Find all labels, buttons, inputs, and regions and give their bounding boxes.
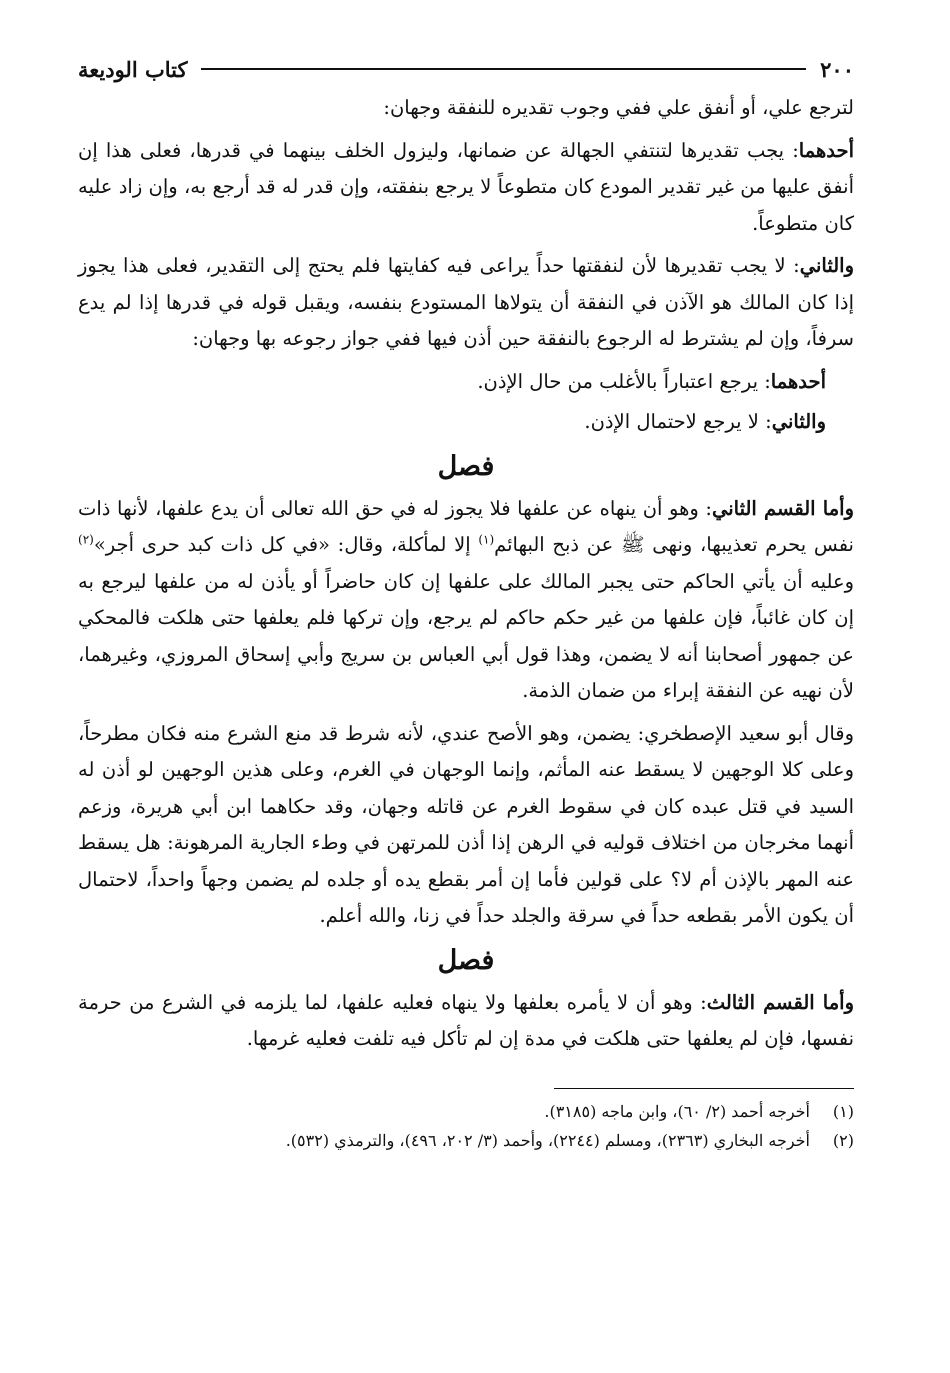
- paragraph-text: إلا لمأكلة، وقال: «في كل ذات كبد حرى أجر»: [93, 533, 479, 556]
- paragraph-first-view: [78, 133, 854, 243]
- page-number: ٢٠٠: [820, 56, 854, 82]
- header-rule: [201, 68, 806, 70]
- sub-point-text: : يرجع اعتباراً بالأغلب من حال الإذن.: [477, 369, 771, 393]
- footnotes: [78, 1097, 854, 1155]
- book-title: كتاب الوديعة: [78, 56, 188, 82]
- section-heading: فصل: [437, 944, 495, 976]
- main-text: [78, 90, 854, 1058]
- document-page: [78, 48, 854, 1348]
- paragraph-istakhri: [78, 716, 854, 935]
- paragraph-lead: أحدهما: [798, 138, 854, 162]
- sub-point-lead: أحدهما: [770, 369, 826, 393]
- paragraph-text: : يجب تقديرها لتنتفي الجهالة عن ضمانها، وليزول الخلف بينهما في قدرها، فعلى هذا إن أنفق عليها من غير تقدير المودع كان متطوعاً لا يرجع بنفقته، وإن قدر له قد أرجع به، وإن زاد عليه كان متطوعاً.: [78, 138, 854, 235]
- paragraph-lead: وأما القسم الثاني: [711, 496, 854, 520]
- footnote-separator: [554, 1088, 854, 1089]
- paragraph-text: وقال أبو سعيد الإصطخري: يضمن، وهو الأصح عندي، لأنه شرط قد منع الشرع منه فكان مطرحاً، وعلى كلا الوجهين لا يسقط عنه المأثم، وإنما الوجهان في الغرم، وعلى هذين الوجهين لو أذن له السيد في قتل عبده كان في سقوط الغرم عن قاتله وجهان، وقد حكاهما ابن أبي هريرة، وزعم أنهما مخرجان من اختلاف قوليه في الرهن إذا أذن للمرتهن في وطء الجارية المرهونة: هل يسقط عنه المهر بالإذن أم لا؟ على قولين فأما إن أمر بقطع يده أو جلده لم يضمن وجهاً واحداً، لاحتمال أن يكون الأمر بقطعه حداً في سرقة والجلد حداً في زنا، والله أعلم.: [78, 721, 854, 927]
- footnote-text: أخرجه أحمد (٢/ ٦٠)، وابن ماجه (٣١٨٥).: [544, 1101, 810, 1121]
- footnote-ref[interactable]: (٢): [78, 532, 94, 547]
- sub-point-first: [78, 364, 854, 401]
- paragraph-lead: وأما القسم الثالث: [706, 990, 854, 1014]
- footnote-number: (١): [832, 1101, 854, 1121]
- paragraph-second-view: [78, 248, 854, 358]
- paragraph-text: وعليه أن يأتي الحاكم حتى يجبر المالك على علفها إن كان حاضراً أو يأذن له من علفها ليرجع به إن كان غائباً، فإن علفها من غير حكم حاكم لم يرجع، وإن تركها فلم يعلفها حتى هلكت فالمحكي عن جمهور أصحابنا أنه لا يضمن، وهذا قول أبي العباس بن سريج وأبي إسحاق المروزي، وغيرهما، لأن نهيه عن النفقة إبراء من ضمان الذمة.: [78, 569, 854, 702]
- paragraph-lead: والثاني: [799, 254, 854, 277]
- paragraph-text: لترجع علي، أو أنفق علي ففي وجوب تقديره للنفقة وجهان:: [383, 96, 854, 119]
- footnote-item: [78, 1126, 854, 1155]
- footnote-item: [78, 1097, 854, 1126]
- footnote-number: (٢): [832, 1130, 854, 1150]
- sub-point-lead: والثاني: [771, 410, 826, 433]
- footnote-ref[interactable]: (١): [478, 532, 495, 547]
- sub-point-text: : لا يرجع لاحتمال الإذن.: [584, 410, 772, 433]
- section-heading: فصل: [437, 450, 495, 482]
- paragraph-text: : وهو أن ينهاه عن علفها فلا يجوز له في حق الله تعالى أن يدع علفها، لأنها ذات نفس يحرم تعذيبها، ونهى ﷺ عن ذبح البهائم: [78, 496, 854, 556]
- running-header: [78, 48, 854, 90]
- paragraph-second-division: [78, 491, 854, 710]
- sub-point-second: [78, 404, 854, 441]
- paragraph-intro: [78, 90, 854, 127]
- paragraph-text: : لا يجب تقديرها لأن لنفقتها حداً يراعى فيه كفايتها فلم يحتج إلى التقدير، فعلى هذا يجوز إذا كان المالك هو الآذن في النفقة أن يتولاها المستودع بنفسه، ويقبل قوله في قدرها إذا لم يدع سرفاً، وإن لم يشترط له الرجوع بالنفقة حين أذن فيها ففي جواز رجوعه بها وجهان:: [78, 254, 854, 350]
- paragraph-text: : وهو أن لا يأمره بعلفها ولا ينهاه فعليه علفها، لما يلزمه في الشرع من حرمة نفسها، فإن لم يعلفها حتى هلكت في مدة إن لم تأكل فيه تلفت فعليه غرمها.: [78, 990, 854, 1050]
- paragraph-third-division: [78, 985, 854, 1058]
- footnote-text: أخرجه البخاري (٢٣٦٣)، ومسلم (٢٢٤٤)، وأحمد (٣/ ٢٠٢، ٤٩٦)، والترمذي (٥٣٢).: [285, 1130, 810, 1150]
